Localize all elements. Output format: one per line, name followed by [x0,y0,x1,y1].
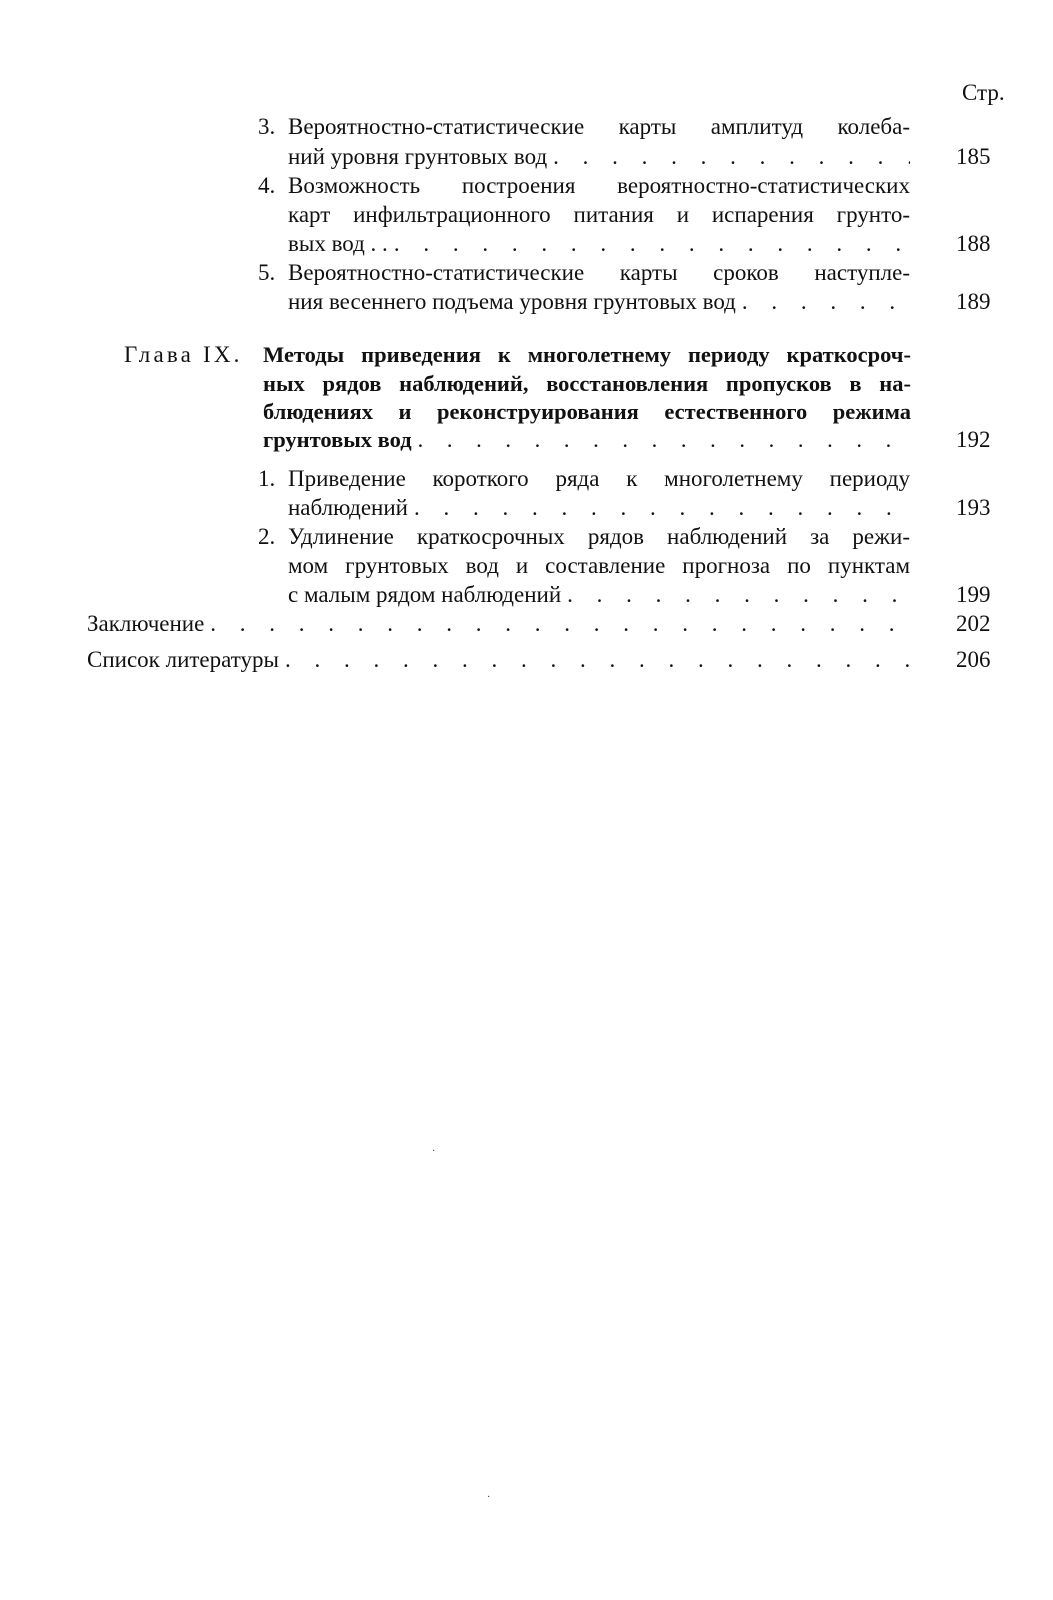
leader-dots [742,287,910,316]
subsection-1-title-line-2 [288,493,910,522]
page-column-header: Стр. [962,80,1005,105]
section-4-title-line-2: карт инфильтрационного питания и испарения грунто- [288,202,910,227]
chapter-page: 192 [956,427,991,452]
scan-speck: · [432,1146,436,1157]
chapter-title-line-4-text: грунтовых вод [263,427,412,452]
references-page: 206 [956,647,991,672]
subsection-2-number: 2. [258,524,276,549]
subsection-1-title-line-2-text: наблюдений [288,495,408,520]
subsection-2-title-line-3-text: с малым рядом наблюдений [288,582,562,607]
leader-dots [285,645,910,674]
section-5-title-line-2-text: ния весеннего подъема уровня грунтовых вод [288,289,736,314]
leader-dots [567,580,910,609]
subsection-2-title-line-1: Удлинение краткосрочных рядов наблюдений за режи- [288,524,910,549]
leader-dots [553,142,910,171]
chapter-title-line-1: Методы приведения к многолетнему периоду краткосроч- [263,342,911,367]
chapter-label: Глава IX. [124,342,243,367]
chapter-title-line-3: блюдениях и реконструирования естественного режима [263,399,911,424]
section-4-title-line-3-text: вых вод . . [288,231,388,256]
section-5-page: 189 [956,289,991,314]
section-5-title-line-2 [288,287,910,316]
subsection-1-number: 1. [258,466,276,491]
section-3-title-line-1: Вероятностно-статистические карты амплитуд колеба- [288,114,910,139]
references-title: Список литературы [87,647,279,672]
subsection-1-title-line-1: Приведение короткого ряда к многолетнему периоду [288,466,910,491]
section-5-number: 5. [258,260,276,285]
leader-dots [418,425,911,454]
subsection-2-title-line-2: мом грунтовых вод и составление прогноза по пунктам [288,553,910,578]
conclusion-title: Заключение [87,611,205,636]
subsection-1-page: 193 [956,495,991,520]
section-4-title-line-3 [288,229,910,258]
section-3-title-line-2-text: ний уровня грунтовых вод [288,144,548,169]
references-entry [87,645,910,674]
leader-dots [394,229,910,258]
conclusion-page: 202 [956,611,991,636]
section-3-title-line-2 [288,142,910,171]
section-4-title-line-1: Возможность построения вероятностно-статистических [288,173,910,198]
scan-speck: · [487,1492,491,1503]
chapter-title-line-2: ных рядов наблюдений, восстановления пропусков в на- [263,371,911,396]
section-4-number: 4. [258,173,276,198]
section-5-title-line-1: Вероятностно-статистические карты сроков наступле- [288,260,910,285]
conclusion-entry [87,609,910,638]
leader-dots [210,609,910,638]
section-4-page: 188 [956,231,991,256]
subsection-2-title-line-3 [288,580,910,609]
subsection-2-page: 199 [956,582,991,607]
section-3-number: 3. [258,114,276,139]
leader-dots [414,493,910,522]
section-3-page: 185 [956,144,991,169]
chapter-title-line-4 [263,425,911,454]
